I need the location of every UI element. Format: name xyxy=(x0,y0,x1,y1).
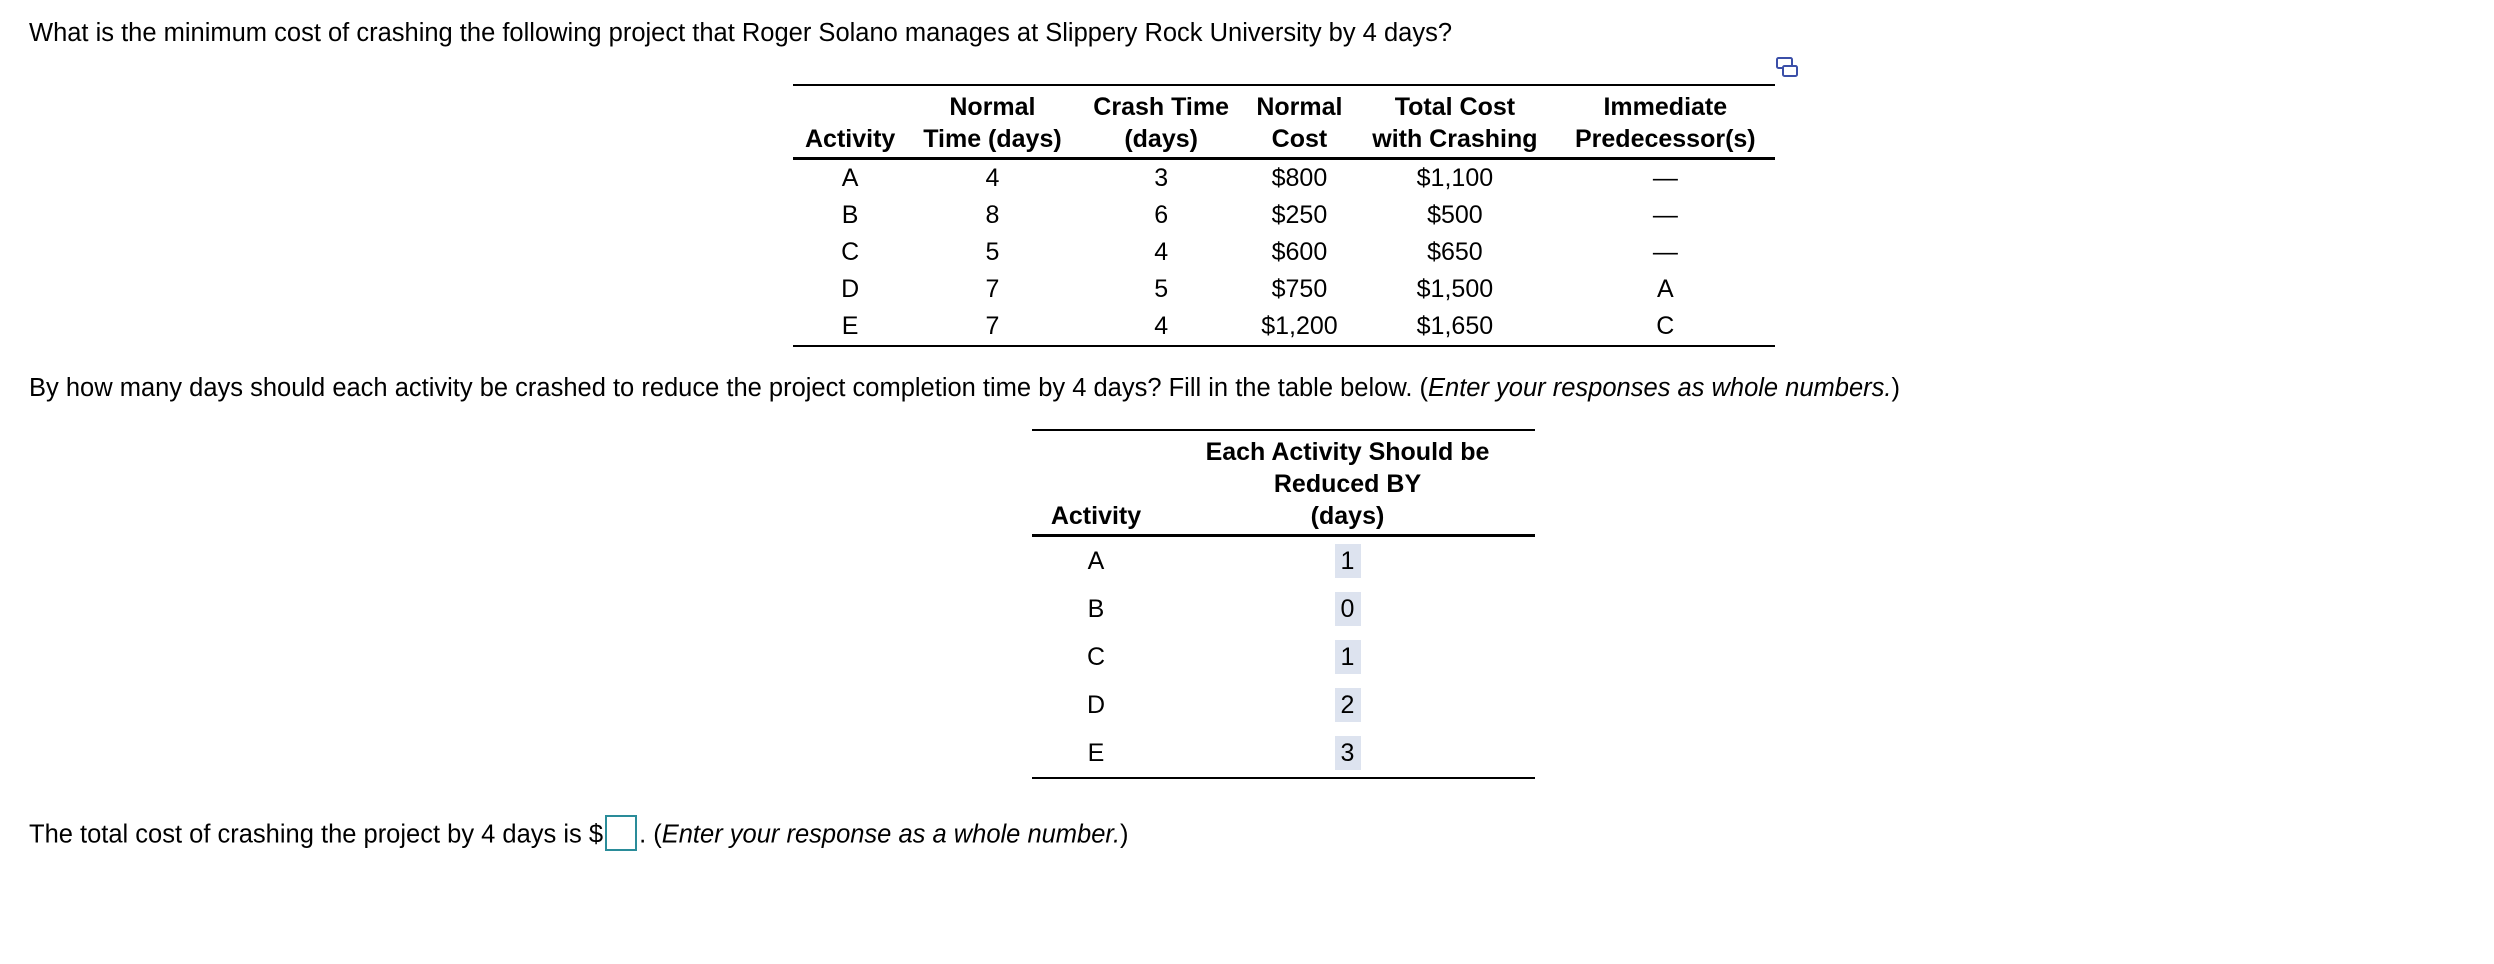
answer-field-c[interactable]: 1 xyxy=(1335,640,1361,674)
answer-field-b[interactable]: 0 xyxy=(1335,592,1361,626)
table-row xyxy=(1032,681,1535,729)
cell-normal-cost: $600 xyxy=(1271,238,1328,266)
table-row xyxy=(1032,536,1535,586)
table-row xyxy=(1032,729,1535,778)
cell-total-cost: $1,650 xyxy=(1416,312,1494,340)
cell-crash-time: 4 xyxy=(1154,312,1169,340)
answer-table-header-row xyxy=(1032,430,1535,536)
cell-total-cost: $650 xyxy=(1427,238,1483,266)
cell-normal-time: 5 xyxy=(985,238,1000,266)
answer-activity: D xyxy=(1086,690,1106,719)
answer-activity: B xyxy=(1087,594,1105,623)
cell-predecessor: — xyxy=(1652,164,1678,192)
answer-activity: A xyxy=(1087,546,1105,575)
answer-field-e[interactable]: 3 xyxy=(1335,736,1361,770)
data-table-header-row xyxy=(793,85,1775,159)
cell-normal-cost: $250 xyxy=(1271,201,1328,229)
cell-predecessor: — xyxy=(1652,238,1678,266)
table-row xyxy=(1032,585,1535,633)
cell-crash-time: 5 xyxy=(1154,275,1169,303)
answer-activity: C xyxy=(1086,642,1106,671)
cell-predecessor: A xyxy=(1656,275,1674,303)
header-predecessors: Immediate Predecessor(s) xyxy=(1556,85,1775,159)
cell-activity: C xyxy=(841,238,860,266)
answer-field-a[interactable]: 1 xyxy=(1335,544,1361,578)
header-normal-time: Normal Time (days) xyxy=(907,85,1077,159)
answer-activity: E xyxy=(1087,738,1105,767)
cell-predecessor: — xyxy=(1652,201,1678,229)
cell-total-cost: $1,100 xyxy=(1416,164,1494,192)
table-row xyxy=(1032,633,1535,681)
table-row xyxy=(793,308,1775,346)
table-row xyxy=(793,271,1775,308)
cell-activity: A xyxy=(841,164,859,192)
header-reduction-days: Each Activity Should be Reduced BY (days) xyxy=(1160,430,1535,536)
answer-field-d[interactable]: 2 xyxy=(1335,688,1361,722)
table-row xyxy=(793,234,1775,271)
cell-normal-cost: $1,200 xyxy=(1261,312,1338,340)
cell-activity: D xyxy=(841,275,860,303)
cell-activity: B xyxy=(841,201,859,229)
cell-normal-time: 4 xyxy=(985,164,1000,192)
header-activity: Activity xyxy=(793,85,907,159)
cell-crash-time: 6 xyxy=(1154,201,1169,229)
table-row xyxy=(793,197,1775,234)
header-answer-activity: Activity xyxy=(1032,430,1160,536)
question-text: What is the minimum cost of crashing the following project that Roger Solano manages at Slippery Rock University by 4 days? xyxy=(29,19,1452,47)
cell-normal-cost: $800 xyxy=(1271,164,1328,192)
cell-crash-time: 4 xyxy=(1154,238,1169,266)
table-row xyxy=(793,159,1775,198)
cell-normal-time: 8 xyxy=(985,201,1000,229)
answer-table xyxy=(1032,429,1535,779)
cell-total-cost: $1,500 xyxy=(1416,275,1494,303)
instruction-text: By how many days should each activity be crashed to reduce the project completion time by 4 days? Fill in the table below. (Enter your responses as whole numbers.) xyxy=(29,374,1900,402)
total-cost-input[interactable] xyxy=(605,815,637,851)
header-total-cost: Total Cost with Crashing xyxy=(1354,85,1555,159)
header-normal-cost: Normal Cost xyxy=(1245,85,1354,159)
total-cost-text: The total cost of crashing the project by 4 days is $ . (Enter your response as a whole number.) xyxy=(29,818,1129,854)
project-data-table xyxy=(793,84,1775,347)
cell-normal-time: 7 xyxy=(985,312,1000,340)
cell-crash-time: 3 xyxy=(1154,164,1169,192)
cell-normal-cost: $750 xyxy=(1271,275,1328,303)
header-crash-time: Crash Time (days) xyxy=(1078,85,1245,159)
cell-total-cost: $500 xyxy=(1427,201,1483,229)
cell-predecessor: C xyxy=(1656,312,1675,340)
cell-normal-time: 7 xyxy=(985,275,1000,303)
copy-table-icon[interactable] xyxy=(1776,56,1798,78)
cell-activity: E xyxy=(841,312,859,340)
